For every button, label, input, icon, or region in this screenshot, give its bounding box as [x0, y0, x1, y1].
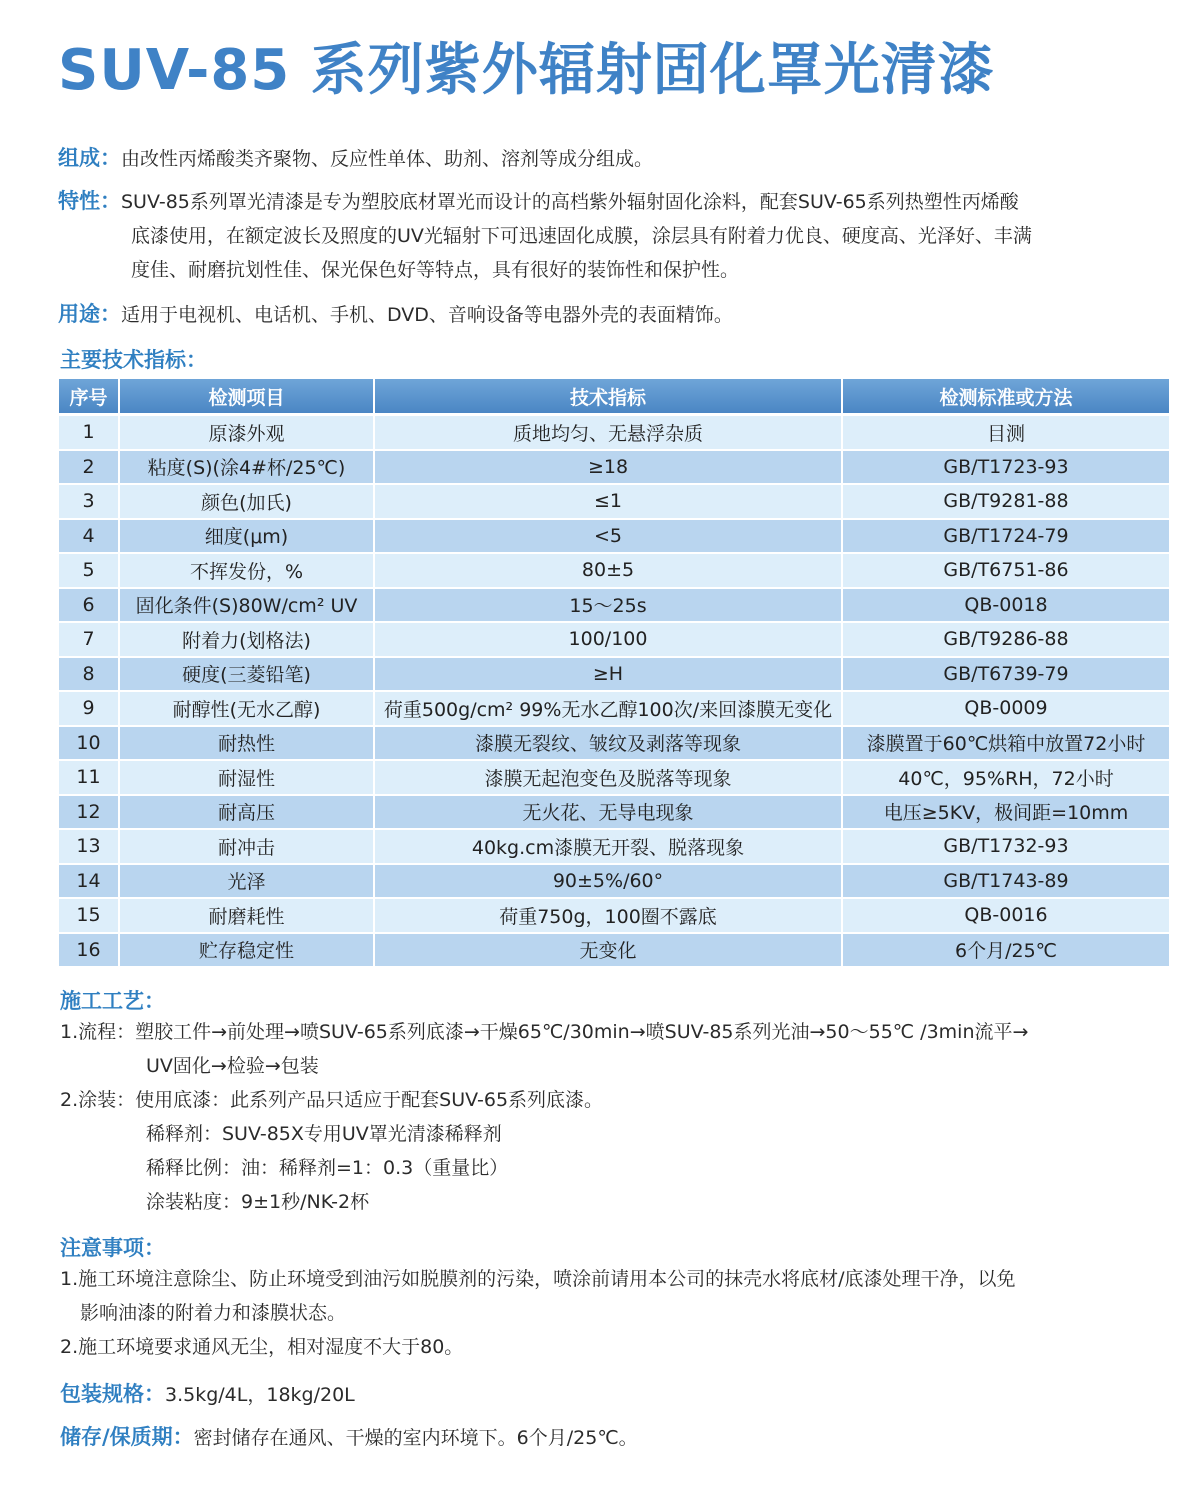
- cell-index: 8: [59, 657, 119, 692]
- cell-index: 4: [59, 519, 119, 554]
- spec-heading: 主要技术指标：: [60, 348, 207, 372]
- cell-item: 光泽: [119, 864, 374, 899]
- cell-method: QB-0018: [842, 588, 1169, 623]
- flow-line-1: 塑胶工件→前处理→喷SUV-65系列底漆→干燥65℃/30min→喷SUV-85系列光油→50～55℃ /3min流平→: [135, 1021, 1029, 1043]
- usage-section: [58, 297, 1170, 332]
- coat-label: 2.涂装：: [60, 1089, 136, 1111]
- table-row: [59, 657, 1169, 692]
- cell-item: 附着力(划格法): [119, 622, 374, 657]
- cell-method: GB/T9286-88: [842, 622, 1169, 657]
- composition-section: [58, 141, 1170, 176]
- note-1-line-1: 1.施工环境注意除尘、防止环境受到油污如脱膜剂的污染，喷涂前请用本公司的抹壳水将底材/底漆处理干净，以免: [60, 1268, 1016, 1290]
- table-row: [59, 450, 1169, 485]
- coat-line-2: 稀释剂：SUV-85X专用UV罩光清漆稀释剂: [146, 1123, 502, 1145]
- cell-index: 12: [59, 795, 119, 830]
- header-item: 检测项目: [119, 379, 374, 415]
- table-row: [59, 933, 1169, 968]
- cell-index: 9: [59, 691, 119, 726]
- properties-line-1: SUV-85系列罩光清漆是专为塑胶底材罩光而设计的高档紫外辐射固化涂料，配套SUV-65系列热塑性丙烯酸: [121, 191, 1019, 213]
- page-title: SUV-85 系列紫外辐射固化罩光清漆: [58, 38, 995, 103]
- cell-index: 5: [59, 553, 119, 588]
- storage-section: [60, 1421, 638, 1451]
- cell-index: 3: [59, 484, 119, 519]
- cell-method: 电压≥5KV，极间距=10mm: [842, 795, 1169, 830]
- cell-index: 15: [59, 898, 119, 933]
- cell-index: 1: [59, 415, 119, 450]
- usage-label: 用途：: [58, 302, 121, 326]
- cell-index: 16: [59, 933, 119, 968]
- cell-spec: 无火花、无导电现象: [374, 795, 842, 830]
- table-row: [59, 864, 1169, 899]
- cell-method: QB-0009: [842, 691, 1169, 726]
- table-row: [59, 415, 1169, 450]
- cell-index: 6: [59, 588, 119, 623]
- spec-table-header: [59, 379, 1169, 415]
- usage-text: 适用于电视机、电话机、手机、DVD、音响设备等电器外壳的表面精饰。: [121, 304, 733, 326]
- cell-index: 11: [59, 760, 119, 795]
- cell-method: 6个月/25℃: [842, 933, 1169, 968]
- cell-index: 10: [59, 726, 119, 761]
- packaging-section: [60, 1378, 355, 1408]
- table-row: [59, 726, 1169, 761]
- cell-item: 贮存稳定性: [119, 933, 374, 968]
- cell-index: 14: [59, 864, 119, 899]
- cell-item: 硬度(三菱铅笔): [119, 657, 374, 692]
- cell-item: 耐冲击: [119, 829, 374, 864]
- table-row: [59, 519, 1169, 554]
- cell-index: 7: [59, 622, 119, 657]
- cell-item: 细度(μm): [119, 519, 374, 554]
- properties-line-3: 度佳、耐磨抗划性佳、保光保色好等特点，具有很好的装饰性和保护性。: [131, 259, 740, 281]
- properties-label: 特性：: [58, 189, 121, 213]
- coat-line-3: 稀释比例：油：稀释剂=1：0.3（重量比）: [146, 1157, 509, 1179]
- process-heading: 施工工艺：: [60, 989, 165, 1013]
- cell-item: 颜色(加氏): [119, 484, 374, 519]
- header-spec: 技术指标: [374, 379, 842, 415]
- cell-spec: 荷重500g/cm² 99%无水乙醇100次/来回漆膜无变化: [374, 691, 842, 726]
- packaging-label: 包装规格：: [60, 1382, 165, 1406]
- cell-spec: 漆膜无起泡变色及脱落等现象: [374, 760, 842, 795]
- table-row: [59, 898, 1169, 933]
- cell-item: 耐醇性(无水乙醇): [119, 691, 374, 726]
- cell-item: 耐湿性: [119, 760, 374, 795]
- note-2: 2.施工环境要求通风无尘，相对湿度不大于80。: [60, 1336, 464, 1358]
- cell-item: 耐磨耗性: [119, 898, 374, 933]
- cell-spec: ≥H: [374, 657, 842, 692]
- cell-method: 40℃，95%RH，72小时: [842, 760, 1169, 795]
- cell-item: 固化条件(S)80W/cm² UV: [119, 588, 374, 623]
- flow-label: 1.流程：: [60, 1021, 136, 1043]
- table-row: [59, 588, 1169, 623]
- storage-label: 储存/保质期：: [60, 1425, 194, 1449]
- cell-spec: 无变化: [374, 933, 842, 968]
- header-method: 检测标准或方法: [842, 379, 1169, 415]
- cell-spec: 漆膜无裂纹、皱纹及剥落等现象: [374, 726, 842, 761]
- cell-spec: 15～25s: [374, 588, 842, 623]
- cell-item: 原漆外观: [119, 415, 374, 450]
- cell-method: GB/T1732-93: [842, 829, 1169, 864]
- composition-text: 由改性丙烯酸类齐聚物、反应性单体、助剂、溶剂等成分组成。: [121, 148, 654, 170]
- table-row: [59, 622, 1169, 657]
- cell-spec: ≥18: [374, 450, 842, 485]
- table-row: [59, 691, 1169, 726]
- cell-spec: 荷重750g，100圈不露底: [374, 898, 842, 933]
- cell-spec: 90±5%/60°: [374, 864, 842, 899]
- composition-label: 组成：: [58, 146, 121, 170]
- cell-item: 不挥发份，%: [119, 553, 374, 588]
- table-row: [59, 760, 1169, 795]
- properties-section: [58, 184, 1170, 287]
- cell-item: 耐高压: [119, 795, 374, 830]
- process-section: [60, 1015, 1170, 1219]
- cell-method: GB/T1743-89: [842, 864, 1169, 899]
- cell-spec: 40kg.cm漆膜无开裂、脱落现象: [374, 829, 842, 864]
- flow-line-2: UV固化→检验→包装: [146, 1055, 319, 1077]
- cell-spec: <5: [374, 519, 842, 554]
- cell-spec: 质地均匀、无悬浮杂质: [374, 415, 842, 450]
- cell-item: 粘度(S)(涂4#杯/25℃): [119, 450, 374, 485]
- cell-method: QB-0016: [842, 898, 1169, 933]
- cell-item: 耐热性: [119, 726, 374, 761]
- cell-spec: 80±5: [374, 553, 842, 588]
- cell-method: GB/T9281-88: [842, 484, 1169, 519]
- cell-spec: 100/100: [374, 622, 842, 657]
- cell-index: 13: [59, 829, 119, 864]
- cell-method: 目测: [842, 415, 1169, 450]
- table-row: [59, 829, 1169, 864]
- table-row: [59, 484, 1169, 519]
- properties-line-2: 底漆使用，在额定波长及照度的UV光辐射下可迅速固化成膜，涂层具有附着力优良、硬度高、光泽好、丰满: [131, 225, 1032, 247]
- cell-method: 漆膜置于60℃烘箱中放置72小时: [842, 726, 1169, 761]
- cell-method: GB/T6751-86: [842, 553, 1169, 588]
- table-row: [59, 795, 1169, 830]
- header-index: 序号: [59, 379, 119, 415]
- notes-heading: 注意事项：: [60, 1236, 165, 1260]
- table-row: [59, 553, 1169, 588]
- storage-text: 密封储存在通风、干燥的室内环境下。6个月/25℃。: [193, 1427, 638, 1449]
- cell-method: GB/T6739-79: [842, 657, 1169, 692]
- note-1-line-2: 影响油漆的附着力和漆膜状态。: [80, 1302, 347, 1324]
- cell-index: 2: [59, 450, 119, 485]
- packaging-text: 3.5kg/4L，18kg/20L: [165, 1384, 355, 1406]
- coat-line-1: 使用底漆：此系列产品只适应于配套SUV-65系列底漆。: [135, 1089, 604, 1111]
- coat-line-4: 涂装粘度：9±1秒/NK-2杯: [146, 1191, 370, 1213]
- cell-method: GB/T1724-79: [842, 519, 1169, 554]
- cell-method: GB/T1723-93: [842, 450, 1169, 485]
- notes-section: [60, 1262, 1170, 1364]
- spec-table: [59, 379, 1169, 968]
- cell-spec: ≤1: [374, 484, 842, 519]
